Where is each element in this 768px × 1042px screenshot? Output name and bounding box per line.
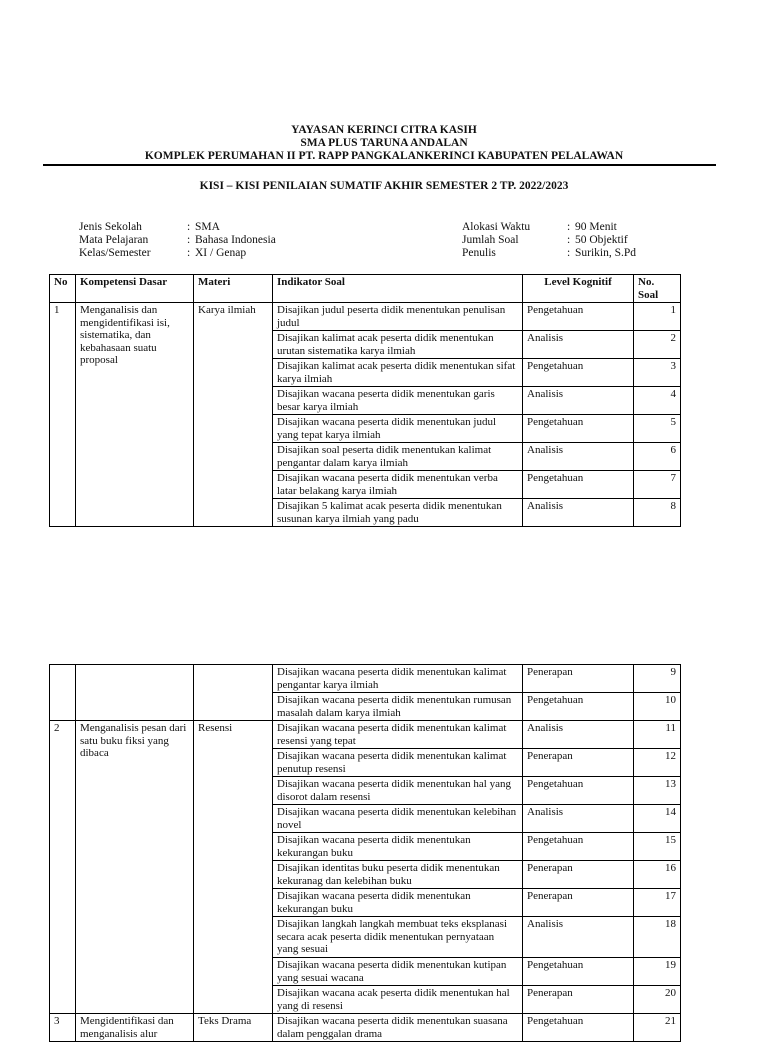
cell-indikator: Disajikan wacana peserta didik menentukan kalimat penutup resensi bbox=[273, 749, 523, 777]
cell-kd: Menganalisis pesan dari satu buku fiksi yang dibaca bbox=[76, 721, 194, 1014]
meta-right bbox=[462, 221, 636, 260]
cell-indikator: Disajikan wacana peserta didik menentukan rumusan masalah dalam karya ilmiah bbox=[273, 693, 523, 721]
cell-no: 3 bbox=[50, 1014, 76, 1042]
cell-kd bbox=[76, 665, 194, 721]
col-header-materi: Materi bbox=[194, 275, 273, 303]
cell-kd: Mengidentifikasi dan menganalisis alur bbox=[76, 1014, 194, 1042]
cell-level: Analisis bbox=[523, 917, 634, 958]
cell-indikator: Disajikan kalimat acak peserta didik menentukan sifat karya ilmiah bbox=[273, 359, 523, 387]
cell-soal: 13 bbox=[634, 777, 681, 805]
cell-level: Pengetahuan bbox=[523, 415, 634, 443]
cell-level: Pengetahuan bbox=[523, 693, 634, 721]
table-row bbox=[50, 721, 681, 749]
foundation-name: YAYASAN KERINCI CITRA KASIH bbox=[291, 124, 477, 136]
cell-materi: Resensi bbox=[194, 721, 273, 1014]
cell-indikator: Disajikan wacana peserta didik menentukan kalimat resensi yang tepat bbox=[273, 721, 523, 749]
cell-soal: 21 bbox=[634, 1014, 681, 1042]
cell-level: Analisis bbox=[523, 721, 634, 749]
table-row bbox=[50, 665, 681, 693]
col-header-soal: No. Soal bbox=[634, 275, 681, 303]
cell-level: Pengetahuan bbox=[523, 1014, 634, 1042]
col-header-no: No bbox=[50, 275, 76, 303]
cell-indikator: Disajikan kalimat acak peserta didik menentukan urutan sistematika karya ilmiah bbox=[273, 331, 523, 359]
meta-left bbox=[79, 221, 276, 260]
cell-level: Analisis bbox=[523, 443, 634, 471]
cell-indikator: Disajikan soal peserta didik menentukan kalimat pengantar dalam karya ilmiah bbox=[273, 443, 523, 471]
cell-indikator: Disajikan wacana acak peserta didik menentukan hal yang di resensi bbox=[273, 986, 523, 1014]
cell-level: Analisis bbox=[523, 331, 634, 359]
cell-soal: 15 bbox=[634, 833, 681, 861]
meta-row: Jenis Sekolah : SMA bbox=[79, 221, 220, 233]
cell-soal: 20 bbox=[634, 986, 681, 1014]
cell-no bbox=[50, 665, 76, 721]
cell-indikator: Disajikan wacana peserta didik menentukan kekurangan buku bbox=[273, 889, 523, 917]
table-header-row bbox=[50, 275, 681, 303]
cell-indikator: Disajikan wacana peserta didik menentukan suasana dalam penggalan drama bbox=[273, 1014, 523, 1042]
cell-level: Penerapan bbox=[523, 665, 634, 693]
cell-materi: Teks Drama bbox=[194, 1014, 273, 1042]
document-title: KISI – KISI PENILAIAN SUMATIF AKHIR SEMESTER 2 TP. 2022/2023 bbox=[199, 180, 569, 192]
meta-row: Jumlah Soal : 50 Objektif bbox=[462, 234, 628, 246]
cell-indikator: Disajikan wacana peserta didik menentukan garis besar karya ilmiah bbox=[273, 387, 523, 415]
cell-no: 2 bbox=[50, 721, 76, 1014]
meta-row: Kelas/Semester : XI / Genap bbox=[79, 247, 247, 259]
cell-soal: 3 bbox=[634, 359, 681, 387]
cell-indikator: Disajikan wacana peserta didik menentukan kutipan yang sesuai wacana bbox=[273, 958, 523, 986]
col-header-indikator: Indikator Soal bbox=[273, 275, 523, 303]
cell-level: Pengetahuan bbox=[523, 471, 634, 499]
cell-level: Penerapan bbox=[523, 861, 634, 889]
meta-row: Mata Pelajaran : Bahasa Indonesia bbox=[79, 234, 276, 246]
cell-indikator: Disajikan wacana peserta didik menentukan kelebihan novel bbox=[273, 805, 523, 833]
cell-level: Analisis bbox=[523, 805, 634, 833]
cell-soal: 9 bbox=[634, 665, 681, 693]
cell-soal: 1 bbox=[634, 303, 681, 331]
cell-soal: 6 bbox=[634, 443, 681, 471]
cell-soal: 12 bbox=[634, 749, 681, 777]
cell-soal: 18 bbox=[634, 917, 681, 958]
school-address: KOMPLEK PERUMAHAN II PT. RAPP PANGKALANKERINCI KABUPATEN PELALAWAN bbox=[144, 150, 624, 162]
cell-indikator: Disajikan judul peserta didik menentukan penulisan judul bbox=[273, 303, 523, 331]
col-header-kd: Kompetensi Dasar bbox=[76, 275, 194, 303]
cell-level: Penerapan bbox=[523, 889, 634, 917]
cell-kd: Menganalisis dan mengidentifikasi isi, sistematika, dan kebahasaan suatu proposal bbox=[76, 303, 194, 527]
cell-soal: 19 bbox=[634, 958, 681, 986]
cell-indikator: Disajikan langkah langkah membuat teks eksplanasi secara acak peserta didik menentukan pernyataan yang sesuai bbox=[273, 917, 523, 958]
cell-level: Pengetahuan bbox=[523, 958, 634, 986]
cell-soal: 14 bbox=[634, 805, 681, 833]
cell-level: Penerapan bbox=[523, 749, 634, 777]
cell-level: Pengetahuan bbox=[523, 303, 634, 331]
cell-soal: 16 bbox=[634, 861, 681, 889]
cell-level: Pengetahuan bbox=[523, 777, 634, 805]
grid-table-page1 bbox=[49, 274, 681, 527]
cell-soal: 8 bbox=[634, 499, 681, 527]
cell-indikator: Disajikan wacana peserta didik menentukan kekurangan buku bbox=[273, 833, 523, 861]
cell-indikator: Disajikan wacana peserta didik menentukan hal yang disorot dalam resensi bbox=[273, 777, 523, 805]
cell-level: Pengetahuan bbox=[523, 359, 634, 387]
cell-indikator: Disajikan 5 kalimat acak peserta didik menentukan susunan karya ilmiah yang padu bbox=[273, 499, 523, 527]
cell-indikator: Disajikan wacana peserta didik menentukan judul yang tepat karya ilmiah bbox=[273, 415, 523, 443]
grid-table-page2 bbox=[49, 664, 681, 1042]
cell-materi: Karya ilmiah bbox=[194, 303, 273, 527]
cell-soal: 7 bbox=[634, 471, 681, 499]
cell-level: Pengetahuan bbox=[523, 833, 634, 861]
cell-level: Analisis bbox=[523, 499, 634, 527]
header-divider bbox=[43, 164, 716, 166]
cell-soal: 5 bbox=[634, 415, 681, 443]
table-row bbox=[50, 303, 681, 331]
school-name: SMA PLUS TARUNA ANDALAN bbox=[300, 137, 468, 149]
meta-row: Alokasi Waktu : 90 Menit bbox=[462, 221, 617, 233]
cell-level: Analisis bbox=[523, 387, 634, 415]
cell-indikator: Disajikan wacana peserta didik menentukan kalimat pengantar karya ilmiah bbox=[273, 665, 523, 693]
cell-soal: 4 bbox=[634, 387, 681, 415]
meta-row: Penulis : Surikin, S.Pd bbox=[462, 247, 637, 259]
cell-no: 1 bbox=[50, 303, 76, 527]
col-header-level: Level Kognitif bbox=[523, 275, 634, 303]
table-row bbox=[50, 1014, 681, 1042]
cell-soal: 2 bbox=[634, 331, 681, 359]
cell-materi bbox=[194, 665, 273, 721]
cell-indikator: Disajikan identitas buku peserta didik menentukan kekuranag dan kelebihan buku bbox=[273, 861, 523, 889]
cell-soal: 11 bbox=[634, 721, 681, 749]
cell-soal: 17 bbox=[634, 889, 681, 917]
cell-indikator: Disajikan wacana peserta didik menentukan verba latar belakang karya ilmiah bbox=[273, 471, 523, 499]
cell-level: Penerapan bbox=[523, 986, 634, 1014]
cell-soal: 10 bbox=[634, 693, 681, 721]
